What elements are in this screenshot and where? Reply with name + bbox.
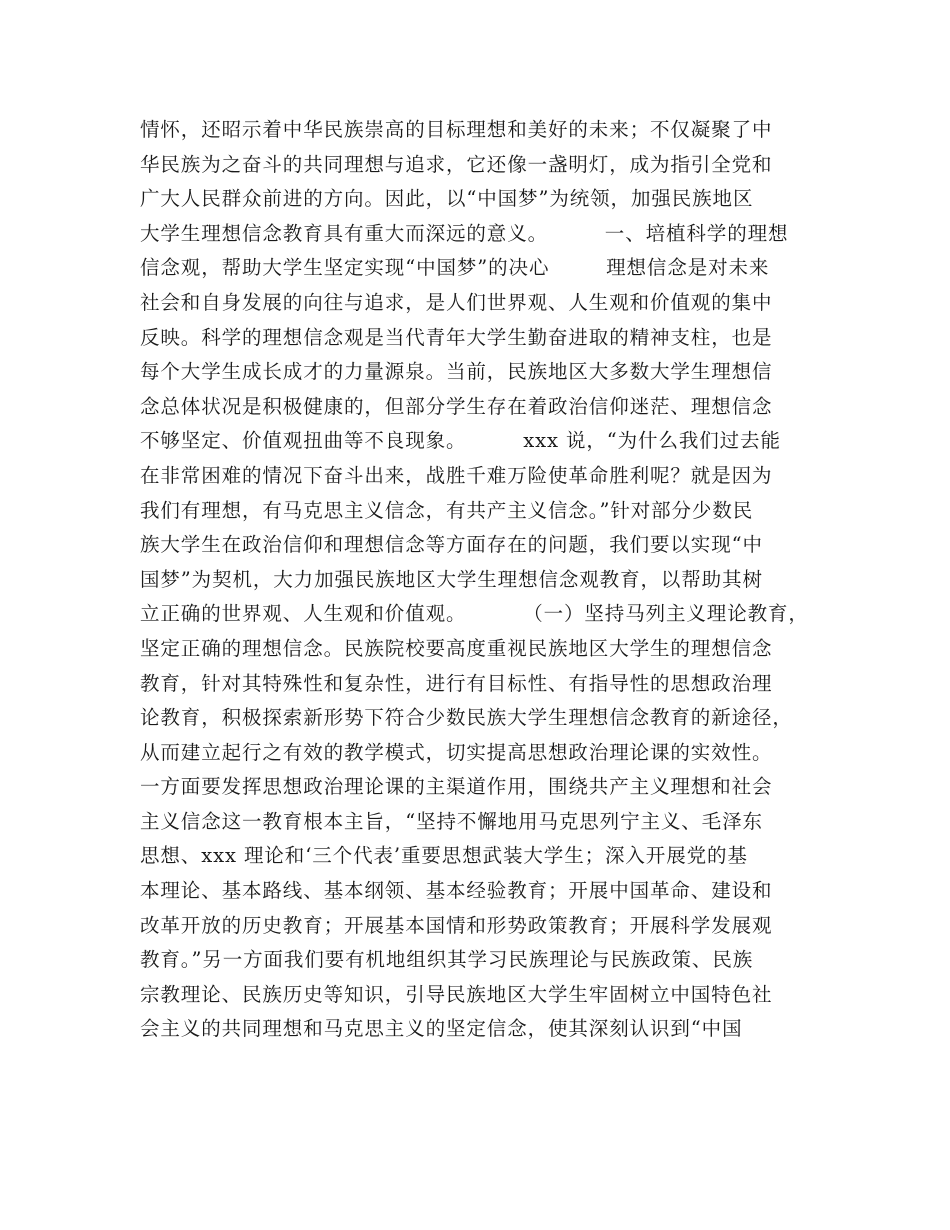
text-line: 宗教理论、民族历史等知识，引导民族地区大学生牢固树立中国特色社	[140, 982, 773, 1006]
text-line: 改革开放的历史教育；开展基本国情和形势政策教育；开展科学发展观	[140, 913, 773, 937]
text-line: 本理论、基本路线、基本纲领、基本经验教育；开展中国革命、建设和	[140, 879, 773, 903]
text-line: 族大学生在政治信仰和理想信念等方面存在的问题，我们要以实现“中	[140, 533, 763, 557]
text-line: 立正确的世界观、人生观和价值观。 （一）坚持马列主义理论教育，	[140, 602, 809, 626]
text-line: 社会和自身发展的向往与追求，是人们世界观、人生观和价值观的集中	[140, 290, 773, 314]
body-text	[140, 113, 840, 1047]
text-line: 我们有理想，有马克思主义信念，有共产主义信念。”针对部分少数民	[140, 498, 754, 522]
text-line: 华民族为之奋斗的共同理想与追求，它还像一盏明灯，成为指引全党和	[140, 152, 773, 176]
text-line: 在非常困难的情况下奋斗出来，战胜千难万险使革命胜利呢？就是因为	[140, 463, 773, 487]
text-line: 不够坚定、价值观扭曲等不良现象。 xxx 说，“为什么我们过去能	[140, 429, 781, 453]
text-line: 教育。”另一方面我们要有机地组织其学习民族理论与民族政策、民族	[140, 948, 754, 972]
text-line: 一方面要发挥思想政治理论课的主渠道作用，围绕共产主义理想和社会	[140, 775, 773, 799]
text-line: 大学生理想信念教育具有重大而深远的意义。 一、培植科学的理想	[140, 221, 789, 245]
text-line: 念总体状况是积极健康的，但部分学生存在着政治信仰迷茫、理想信念	[140, 394, 773, 418]
text-line: 反映。科学的理想信念观是当代青年大学生勤奋进取的精神支柱，也是	[140, 325, 773, 349]
text-line: 情怀，还昭示着中华民族崇高的目标理想和美好的未来；不仅凝聚了中	[140, 118, 773, 141]
text-line: 从而建立起行之有效的教学模式，切实提高思想政治理论课的实效性。	[140, 740, 773, 764]
text-line: 坚定正确的理想信念。民族院校要高度重视民族地区大学生的理想信念	[140, 636, 773, 660]
text-line: 教育，针对其特殊性和复杂性，进行有目标性、有指导性的思想政治理	[140, 671, 773, 695]
text-line: 主义信念这一教育根本主旨，“坚持不懈地用马克思列宁主义、毛泽东	[140, 809, 763, 833]
text-line: 信念观，帮助大学生坚定实现“中国梦”的决心 理想信念是对未来	[140, 256, 770, 280]
text-line: 会主义的共同理想和马克思主义的坚定信念，使其深刻认识到“中国	[140, 1017, 743, 1041]
text-line: 每个大学生成长成才的力量源泉。当前，民族地区大多数大学生理想信	[140, 360, 773, 384]
text-line: 广大人民群众前进的方向。因此，以“中国梦”为统领，加强民族地区	[140, 187, 754, 211]
text-line: 国梦”为契机，大力加强民族地区大学生理想信念观教育，以帮助其树	[140, 567, 763, 591]
text-line: 论教育，积极探索新形势下符合少数民族大学生理想信念教育的新途径，	[140, 706, 793, 730]
text-line: 思想、xxx 理论和‘三个代表’重要思想武装大学生；深入开展党的基	[140, 844, 748, 868]
